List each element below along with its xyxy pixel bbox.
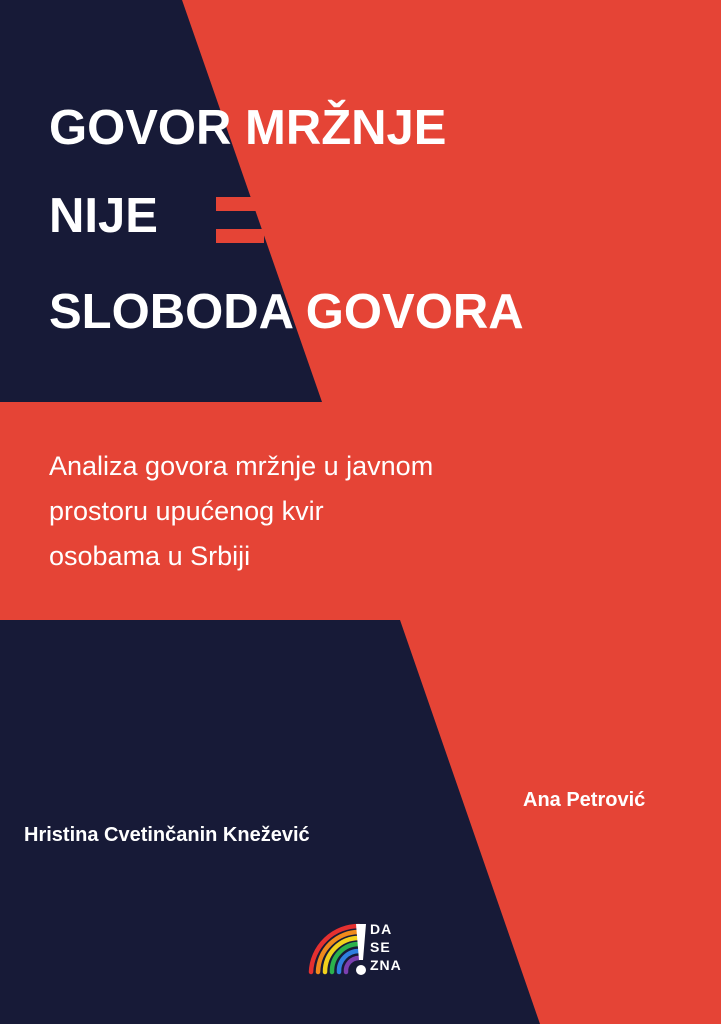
author-left: Hristina Cvetinčanin Knežević [24, 824, 310, 846]
logo-text-line-2: SE [370, 939, 391, 955]
subtitle-line-2: prostoru upućenog kvir [49, 496, 324, 526]
exclamation-dot [356, 965, 366, 975]
title-line-2: NIJE [49, 189, 158, 243]
subtitle-line-3: osobama u Srbiji [49, 541, 251, 571]
subtitle [49, 444, 609, 579]
author-right: Ana Petrović [523, 789, 646, 811]
title-line-3: SLOBODA GOVORA [49, 285, 524, 339]
logo-wordmark [370, 920, 402, 974]
not-equal-bar-bottom [216, 229, 264, 243]
not-equal-bar-top [216, 197, 256, 211]
subtitle-line-1: Analiza govora mržnje u javnom [49, 451, 434, 481]
exclamation-bar [356, 924, 366, 960]
title-line-1: GOVOR MRŽNJE [49, 101, 447, 155]
logo-text-line-1: DA [370, 921, 393, 937]
logo-text-line-3: ZNA [370, 957, 402, 973]
